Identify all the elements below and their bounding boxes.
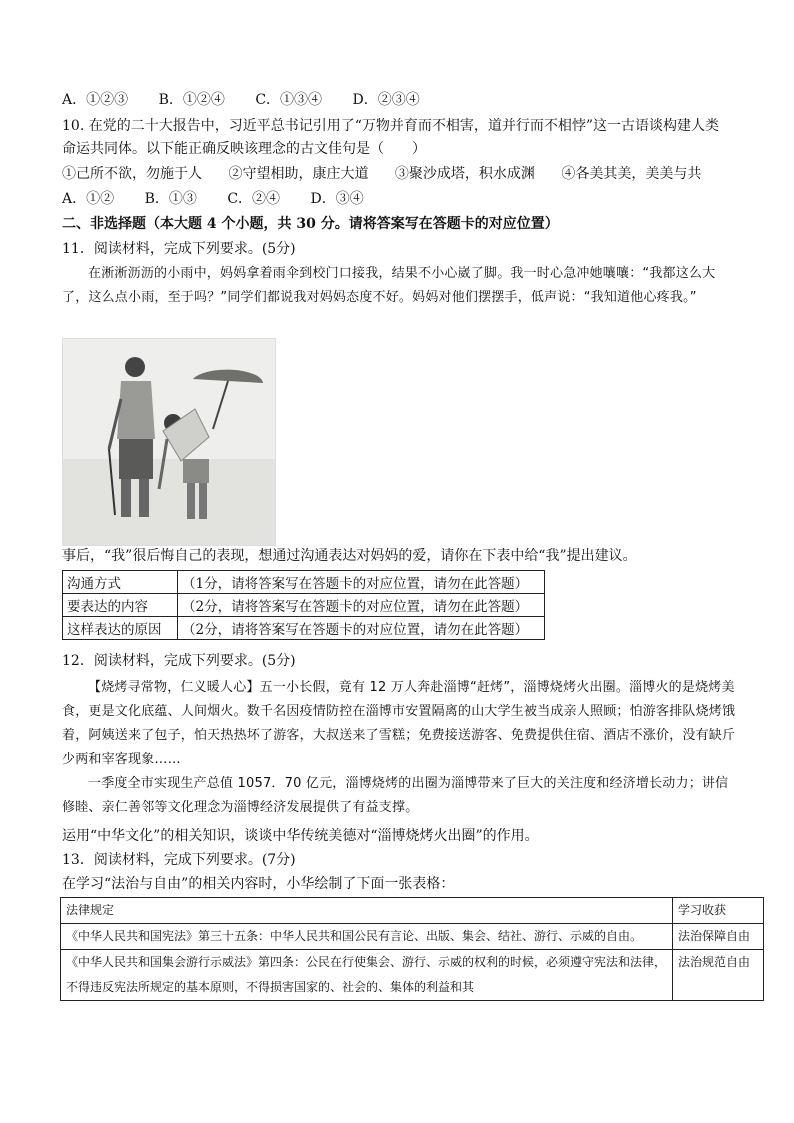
q10-choice-2: ②守望相助，康庄大道	[228, 166, 369, 182]
q11-prompt: 事后，“我”很后悔自己的表现，想通过沟通表达对妈妈的爱，请你在下表中给“我”提出建议。	[62, 548, 637, 564]
answer-note: （2分，请将答案写在答题卡的对应位置，请勿在此答题）	[178, 617, 545, 640]
q12-heading: 12．阅读材料，完成下列要求。(5分)	[62, 653, 296, 669]
column-header-gain: 学习收获	[673, 898, 764, 924]
law-freedom-table	[60, 897, 764, 1001]
row-label: 这样表达的原因	[63, 617, 178, 640]
q10-options	[62, 189, 390, 209]
q9-options	[62, 90, 446, 110]
table-header-row	[61, 898, 764, 924]
q13-intro: 在学习“法治与自由”的相关内容时，小华绘制了下面一张表格：	[62, 876, 455, 892]
q9-option-d: D．②③④	[352, 92, 420, 108]
table-row	[61, 924, 764, 950]
law-cell: 《中华人民共和国集会游行示威法》第四条：公民在行使集会、游行、示威的权利的时候，必须遵守宪法和法律，不得违反宪法所规定的基本原则，不得损害国家的、社会的、集体的利益和其	[61, 950, 673, 1001]
q10-stem-line1: 10. 在党的二十大报告中，习近平总书记引用了“万物并育而不相害，道并行而不相悖”这一古语谈构建人类	[62, 118, 720, 134]
illustration-mother-son-umbrella	[62, 338, 276, 546]
q12-material-1: 【烧烤寻常物，仁义暖人心】五一小长假，竟有 12 万人奔赴淄博“赶烤”，淄博烧烤火出圈。淄博火的是烧烤美食，更是文化底蕴、人间烟火。数千名因疫情防控在淄博市安置隔离的山大学生被当成亲人照顾；怕游客排队烧烤饿着，阿姨送来了包子，怕天热热坏了游客，大叔送来了雪糕；免费接送游客、免费提供住宿、酒店不涨价，没有缺斤少两和宰客现象……	[62, 680, 736, 767]
q9-option-c: C．①③④	[255, 92, 323, 108]
table-row	[61, 950, 764, 1001]
q10-option-d: D．③④	[310, 191, 364, 207]
row-label: 要表达的内容	[63, 594, 178, 617]
q13-heading: 13．阅读材料，完成下列要求。(7分)	[62, 852, 296, 868]
q10-option-c: C．②④	[227, 191, 281, 207]
q11-heading: 11．阅读材料，完成下列要求。(5分)	[62, 241, 296, 257]
q9-option-a: A．①②③	[62, 92, 129, 108]
column-header-law: 法律规定	[61, 898, 673, 924]
law-cell: 《中华人民共和国宪法》第三十五条：中华人民共和国公民有言论、出版、集会、结社、游行、示威的自由。	[61, 924, 673, 950]
q10-option-b: B．①③	[144, 191, 197, 207]
q12-material-2: 一季度全市实现生产总值 1057．70 亿元，淄博烧烤的出圈为淄博带来了巨大的关注度和经济增长动力；讲信修睦、亲仁善邻等文化理念为淄博经济发展提供了有益支撑。	[62, 776, 729, 815]
q9-option-b: B．①②④	[158, 92, 225, 108]
q11-material: 在淅淅沥沥的小雨中，妈妈拿着雨伞到校门口接我，结果不小心崴了脚。我一时心急冲她嚷嚷：“我都这么大了，这么点小雨，至于吗？”同学们都说我对妈妈态度不好。妈妈对他们摆摆手，低声说：“我知道他心疼我。”	[62, 266, 716, 305]
q10-choice-1: ①己所不欲，勿施于人	[62, 166, 202, 182]
q10-choice-4: ④各美其美，美美与共	[561, 166, 702, 182]
q10-option-a: A．①②	[62, 191, 115, 207]
illustration-drawing	[63, 339, 275, 545]
gain-cell: 法治保障自由	[673, 924, 764, 950]
table-row	[63, 571, 545, 594]
answer-note: （1分，请将答案写在答题卡的对应位置，请勿在此答题）	[178, 571, 545, 594]
table-row	[63, 617, 545, 640]
q12-prompt: 运用“中华文化”的相关知识，谈谈中华传统美德对“淄博烧烤火出圈”的作用。	[62, 828, 539, 844]
q11-suggestion-table	[62, 570, 545, 640]
answer-note: （2分，请将答案写在答题卡的对应位置，请勿在此答题）	[178, 594, 545, 617]
q10-choices	[62, 164, 723, 184]
section2-title: 二、非选择题（本大题 4 个小题，共 30 分。请将答案写在答题卡的对应位置）	[62, 216, 559, 232]
gain-cell: 法治规范自由	[673, 950, 764, 1001]
row-label: 沟通方式	[63, 571, 178, 594]
q10-stem-line2: 命运共同体。以下能正确反映该理念的古文佳句是（ ）	[62, 141, 426, 157]
table-row	[63, 594, 545, 617]
q10-choice-3: ③聚沙成塔，积水成渊	[394, 166, 535, 182]
